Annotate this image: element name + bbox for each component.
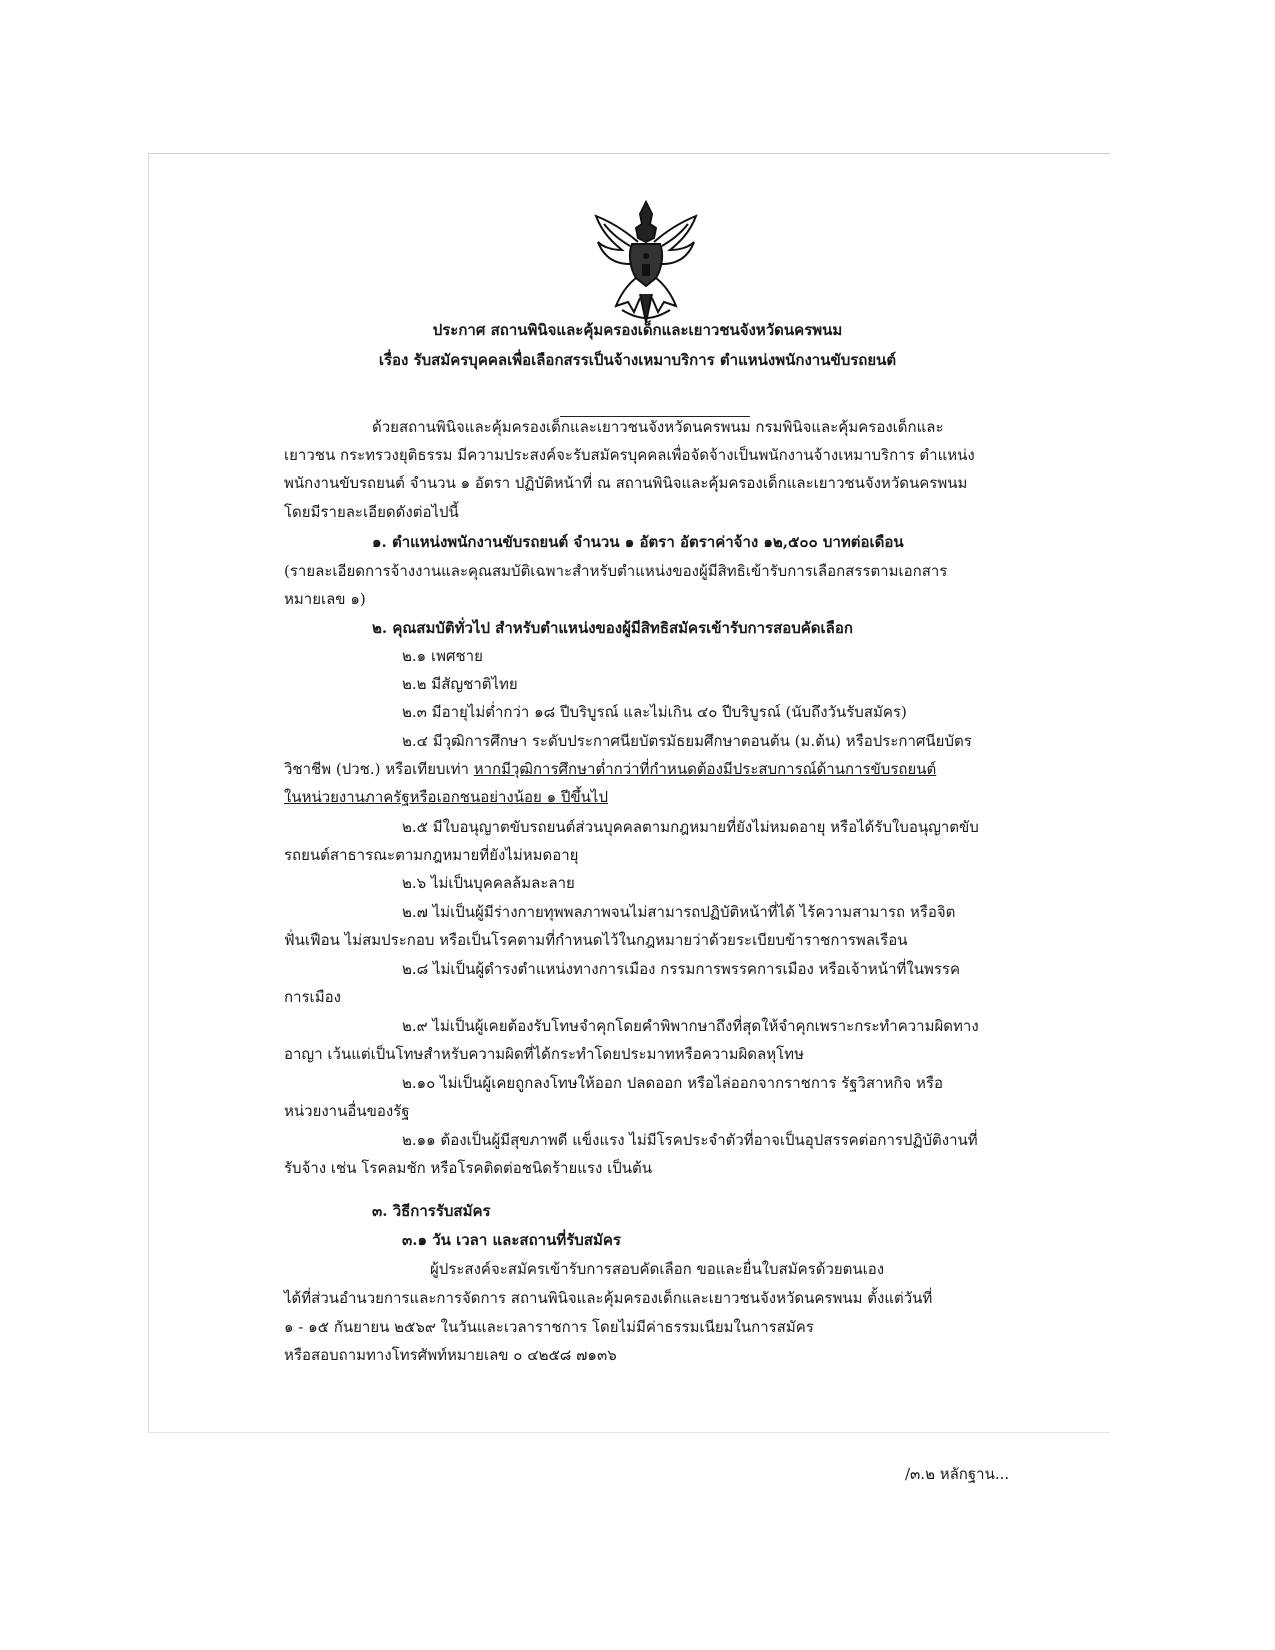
section1-line: (รายละเอียดการจ้างงานและคุณสมบัติเฉพาะสำหรับตำแหน่งของผู้มีสิทธิเข้ารับการเลือกสรรตามเอกสาร <box>284 562 948 580</box>
qualification-item-cont: การเมือง <box>284 988 341 1006</box>
qualification-item: ๒.๘ ไม่เป็นผู้ดำรงตำแหน่งทางการเมือง กรรมการพรรคการเมือง หรือเจ้าหน้าที่ในพรรค <box>402 960 960 978</box>
qualification-item: ๒.๕ มีใบอนุญาตขับรถยนต์ส่วนบุคคลตามกฎหมายที่ยังไม่หมดอายุ หรือได้รับใบอนุญาตขับ <box>402 818 979 836</box>
section3-paragraph: หรือสอบถามทางโทรศัพท์หมายเลข ๐ ๔๒๕๘ ๗๑๓๖ <box>284 1346 617 1364</box>
section3-heading: ๓. วิธีการรับสมัคร <box>372 1202 491 1220</box>
section2-heading: ๒. คุณสมบัติทั่วไป สำหรับตำแหน่งของผู้มีสิทธิสมัครเข้ารับการสอบคัดเลือก <box>372 619 853 637</box>
garuda-emblem-icon <box>592 198 700 326</box>
qualification-item-cont: อาญา เว้นแต่เป็นโทษสำหรับความผิดที่ได้กระทำโดยประมาทหรือความผิดลหุโทษ <box>284 1045 804 1063</box>
qualification-item-cont <box>284 757 936 781</box>
announcement-subject: เรื่อง รับสมัครบุคคลเพื่อเลือกสรรเป็นจ้างเหมาบริการ ตำแหน่งพนักงานขับรถยนต์ <box>378 351 897 369</box>
qualification-item: ๒.๓ มีอายุไม่ต่ำกว่า ๑๘ ปีบริบูรณ์ และไม่เกิน ๔๐ ปีบริบูรณ์ (นับถึงวันรับสมัคร) <box>402 703 907 721</box>
scan-border-left <box>148 153 149 1433</box>
underlined-requirement: หากมีวุฒิการศึกษาต่ำกว่าที่กำหนดต้องมีประสบการณ์ด้านการขับรถยนต์ <box>473 760 937 778</box>
qualification-item: ๒.๑ เพศชาย <box>402 647 483 665</box>
qualification-item-cont: รับจ้าง เช่น โรคลมชัก หรือโรคติดต่อชนิดร้ายแรง เป็นต้น <box>284 1159 652 1177</box>
intro-line: ด้วยสถานพินิจและคุ้มครองเด็กและเยาวชนจังหวัดนครพนม กรมพินิจและคุ้มครองเด็กและ <box>372 418 944 436</box>
next-page-note: /๓.๒ หลักฐาน... <box>905 1465 1010 1483</box>
section1-line: หมายเลข ๑) <box>284 590 366 608</box>
intro-line: เยาวชน กระทรวงยุติธรรม มีความประสงค์จะรับสมัครบุคคลเพื่อจัดจ้างเป็นพนักงานจ้างเหมาบริการ ตำแหน่ง <box>284 446 975 464</box>
section3-paragraph: ได้ที่ส่วนอำนวยการและการจัดการ สถานพินิจและคุ้มครองเด็กและเยาวชนจังหวัดนครพนม ตั้งแต่วันที่ <box>284 1289 933 1307</box>
qualification-item: ๒.๑๐ ไม่เป็นผู้เคยถูกลงโทษให้ออก ปลดออก หรือไล่ออกจากราชการ รัฐวิสาหกิจ หรือ <box>402 1074 943 1092</box>
intro-line: พนักงานขับรถยนต์ จำนวน ๑ อัตรา ปฏิบัติหน้าที่ ณ สถานพินิจและคุ้มครองเด็กและเยาวชนจังหวัดนครพนม <box>284 474 968 492</box>
scan-border-bottom <box>148 1432 1110 1433</box>
section1-heading: ๑. ตำแหน่งพนักงานขับรถยนต์ จำนวน ๑ อัตรา อัตราค่าจ้าง ๑๒,๕๐๐ บาทต่อเดือน <box>372 533 904 551</box>
qualification-item: ๒.๗ ไม่เป็นผู้มีร่างกายทุพพลภาพจนไม่สามารถปฏิบัติหน้าที่ได้ ไร้ความสามารถ หรือจิต <box>402 903 956 921</box>
scan-border-top <box>148 153 1110 154</box>
section3-paragraph: ๑ - ๑๕ กันยายน ๒๕๖๙ ในวันและเวลาราชการ โดยไม่มีค่าธรรมเนียมในการสมัคร <box>284 1318 814 1336</box>
announcement-title: ประกาศ สถานพินิจและคุ้มครองเด็กและเยาวชนจังหวัดนครพนม <box>432 321 843 339</box>
qualification-item-cont: รถยนต์สาธารณะตามกฎหมายที่ยังไม่หมดอายุ <box>284 846 579 864</box>
qualification-item: ๒.๖ ไม่เป็นบุคคลล้มละลาย <box>402 874 575 892</box>
underlined-requirement: ในหน่วยงานภาครัฐหรือเอกชนอย่างน้อย ๑ ปีขึ้นไป <box>284 788 608 806</box>
qualification-item: ๒.๑๑ ต้องเป็นผู้มีสุขภาพดี แข็งแรง ไม่มีโรคประจำตัวที่อาจเป็นอุปสรรคต่อการปฏิบัติงานที่ <box>402 1131 978 1149</box>
section3-subheading: ๓.๑ วัน เวลา และสถานที่รับสมัคร <box>402 1231 621 1249</box>
section3-paragraph: ผู้ประสงค์จะสมัครเข้ารับการสอบคัดเลือก ขอและยื่นใบสมัครด้วยตนเอง <box>430 1260 885 1278</box>
intro-line: โดยมีรายละเอียดดังต่อไปนี้ <box>284 503 459 521</box>
qualification-item-cont: ฟั่นเฟือน ไม่สมประกอบ หรือเป็นโรคตามที่กำหนดไว้ในกฎหมายว่าด้วยระเบียบข้าราชการพลเรือน <box>284 931 908 949</box>
qualification-item: ๒.๙ ไม่เป็นผู้เคยต้องรับโทษจำคุกโดยคำพิพากษาถึงที่สุดให้จำคุกเพราะกระทำความผิดทาง <box>402 1017 979 1035</box>
qualification-item: ๒.๒ มีสัญชาติไทย <box>402 675 518 693</box>
qualification-text: วิชาชีพ (ปวช.) หรือเทียบเท่า <box>284 760 474 778</box>
qualification-item: ๒.๔ มีวุฒิการศึกษา ระดับประกาศนียบัตรมัธยมศึกษาตอนต้น (ม.ต้น) หรือประกาศนียบัตร <box>402 732 972 750</box>
qualification-item-cont: หน่วยงานอื่นของรัฐ <box>284 1102 410 1120</box>
